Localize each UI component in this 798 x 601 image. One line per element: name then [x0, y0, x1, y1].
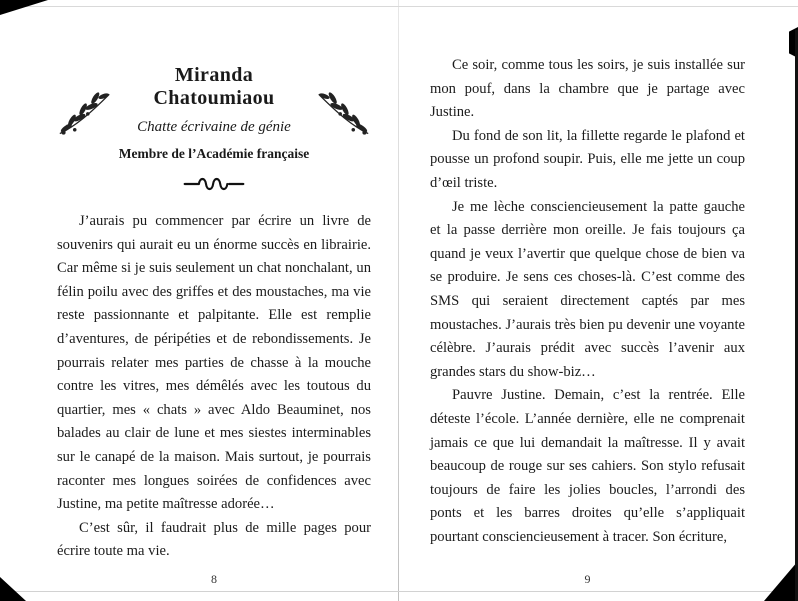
- author-title: Miranda Chatoumiaou: [153, 64, 275, 109]
- page-number-left: 8: [211, 572, 217, 586]
- chapter-header-text: [113, 64, 315, 162]
- left-page-body: [57, 210, 371, 564]
- right-page-body: [430, 54, 745, 549]
- olive-branch-left-icon: [57, 87, 113, 139]
- section-divider: [57, 176, 371, 197]
- body-paragraph: Ce soir, comme tous les soirs, je suis installée sur mon pouf, dans la chambre que je partage avec Justine.: [430, 57, 745, 121]
- body-paragraph: Pauvre Justine. Demain, c’est la rentrée. Elle déteste l’école. L’année dernière, elle ne comprenait jamais ce que lui demandait la maîtresse. Il y avait beaucoup de rouge sur ses cahiers. Son stylo refusait toujours de faire les jolies boucles, l’arrondi des ponts et les barres droites qu’elle s’appliquait pourtant consciencieusement à tracer. Son écriture,: [430, 387, 745, 545]
- author-subtitle: Chatte écrivaine de génie: [137, 119, 291, 135]
- right-page: [399, 0, 798, 601]
- author-membership: Membre de l’Académie française: [118, 146, 310, 161]
- section-divider-icon: [182, 176, 246, 192]
- olive-branch-right-icon: [315, 87, 371, 139]
- body-paragraph: J’aurais pu commencer par écrire un livre de souvenirs qui aurait eu un énorme succès en librairie. Car même si je suis seulement un chat nonchalant, un félin poilu avec des griffes et des moustaches, ma vie reste passionnante et palpitante. Elle est remplie d’aventures, de péripéties et de rebondissements. Je pourrais relater mes parties de chasse à la mouche contre les vitres, mes démêlés avec les toutous du quartier, mes « chats » avec Aldo Beauminet, nos balades au clair de lune et mes siestes interminables sur le canapé de la maison. Mais surtout, je pourrais raconter mes longues soirées de confidences avec Justine, ma petite maîtresse adorée…: [57, 213, 371, 513]
- scan-hairline-top: [0, 6, 798, 7]
- body-paragraph: Du fond de son lit, la fillette regarde le plafond et pousse un profond soupir. Puis, elle me jette un coup d’œil triste.: [430, 127, 745, 191]
- body-paragraph: Je me lèche consciencieusement la patte gauche et la passe derrière mon oreille. Je fais toujours ça quand je veux l’avertir que quelque chose de bien va se produire. Je sens ces choses-là. C’est comme des SMS qui seraient directement captés par mes moustaches. J’aurais très bien pu devenir une voyante célèbre. J’aurais prédit avec succès l’avenir aux grandes stars du show-biz…: [430, 198, 745, 380]
- scan-hairline-bottom: [0, 591, 798, 592]
- page-number-right: 9: [584, 572, 591, 586]
- chapter-header: [57, 64, 371, 162]
- body-paragraph: C’est sûr, il faudrait plus de mille pages pour écrire toute ma vie.: [57, 519, 371, 560]
